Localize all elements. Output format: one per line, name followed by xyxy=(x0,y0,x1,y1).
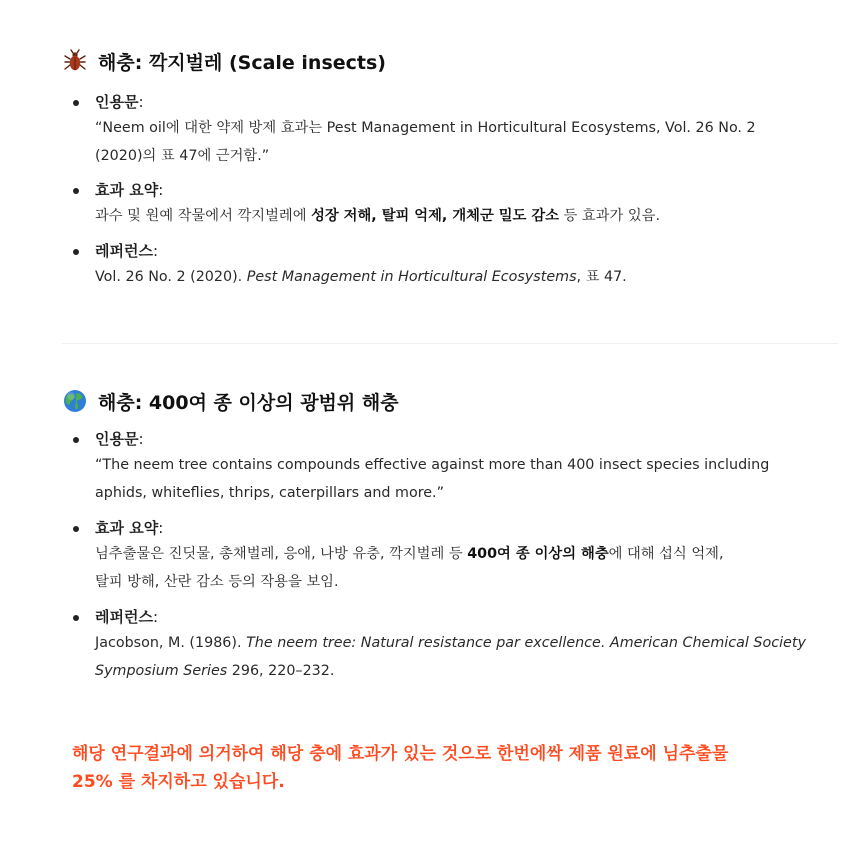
bug-icon xyxy=(62,48,88,74)
section-title: 해충: 깍지벌레 (Scale insects) xyxy=(98,51,386,74)
item-label: 효과 요약: xyxy=(95,519,164,537)
quote-line: “The neem tree contains compounds effective against more than 400 insect species including xyxy=(95,457,770,473)
item-label: 레퍼런스: xyxy=(95,608,159,626)
bullet xyxy=(73,100,79,106)
list-item-reference xyxy=(95,605,832,685)
quote-line: “Neem oil에 대한 약제 방제 효과는 Pest Management in Horticultural Ecosystems, Vol. 26 No. 2 xyxy=(95,120,756,136)
section-broad-pests xyxy=(62,384,832,685)
quote-line: (2020)의 표 47에 근거함.” xyxy=(95,148,270,164)
item-body: Jacobson, M. (1986). The neem tree: Natural resistance par excellence. American Chemical Society Symposium Series 296, 220–232. xyxy=(95,635,806,679)
item-body: Vol. 26 No. 2 (2020). Pest Management in Horticultural Ecosystems, 표 47. xyxy=(95,269,627,285)
bullet xyxy=(73,188,79,194)
item-label: 인용문: xyxy=(95,93,144,111)
bullet xyxy=(73,249,79,255)
note-line: 해당 연구결과에 의거하여 해당 충에 효과가 있는 것으로 한번에싹 제품 원료에 님추출물 xyxy=(72,744,729,764)
divider xyxy=(62,343,838,344)
item-body xyxy=(95,451,832,507)
highlight-text: 400여 종 이상의 해충 xyxy=(467,546,609,562)
item-label: 레퍼런스: xyxy=(95,242,159,260)
list-item-summary xyxy=(95,516,832,596)
bullet xyxy=(73,437,79,443)
item-label: 인용문: xyxy=(95,430,144,448)
section-scale-insects xyxy=(62,44,832,291)
series-title: Symposium Series xyxy=(95,663,228,679)
item-body xyxy=(95,114,832,170)
book-title: The neem tree: Natural resistance par excellence. American Chemical Society xyxy=(246,635,806,651)
list-item-reference xyxy=(95,239,832,291)
note-line: 25% 를 차지하고 있습니다. xyxy=(72,772,285,792)
highlight-text: 성장 저해, 탈피 억제, 개체군 밀도 감소 xyxy=(311,208,559,224)
journal-title: Pest Management in Horticultural Ecosystems xyxy=(246,269,577,285)
list-item-summary xyxy=(95,178,832,230)
conclusion-note xyxy=(72,740,832,796)
section-heading xyxy=(62,384,832,418)
globe-icon xyxy=(62,388,88,414)
list-item-quote xyxy=(95,90,832,170)
item-body: 님추출물은 진딧물, 총채벌레, 응애, 나방 유충, 깍지벌레 등 400여 종 이상의 해충에 대해 섭식 억제, 탈피 방해, 산란 감소 등의 작용을 보임. xyxy=(95,546,724,590)
item-label: 효과 요약: xyxy=(95,181,164,199)
item-body: 과수 및 원예 작물에서 깍지벌레에 성장 저해, 탈피 억제, 개체군 밀도 감소 등 효과가 있음. xyxy=(95,208,661,224)
section-title: 해충: 400여 종 이상의 광범위 해충 xyxy=(98,391,399,414)
bullet xyxy=(73,615,79,621)
bullet xyxy=(73,526,79,532)
quote-line: aphids, whiteflies, thrips, caterpillars and more.” xyxy=(95,485,445,501)
list-item-quote xyxy=(95,427,832,507)
section-heading xyxy=(62,44,832,78)
